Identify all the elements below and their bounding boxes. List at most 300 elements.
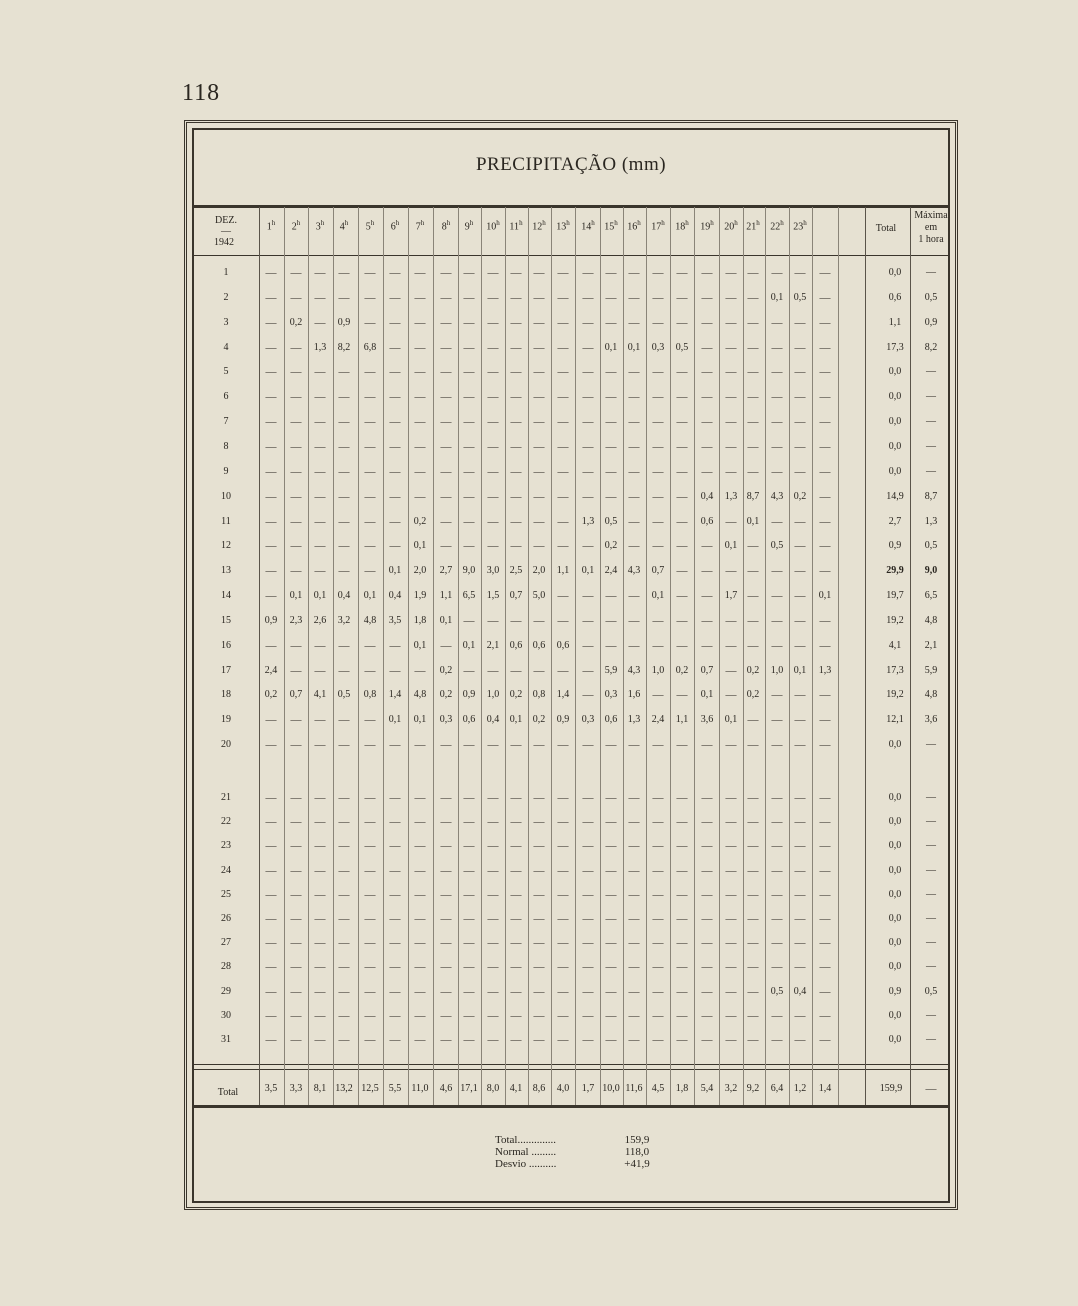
data-cell: — [533, 490, 545, 503]
data-cell: — [701, 465, 713, 478]
totals-cell: 11,0 [411, 1083, 429, 1094]
data-cell: — [510, 937, 522, 950]
data-cell: — [364, 540, 376, 553]
data-cell: — [771, 440, 783, 453]
data-cell: — [463, 440, 475, 453]
data-cell: 0,4 [486, 714, 500, 726]
row-total: 17,3 [886, 341, 904, 353]
data-cell: — [819, 1034, 831, 1046]
data-cell: — [557, 316, 569, 329]
data-cell: — [314, 515, 326, 528]
data-cell: — [440, 913, 452, 925]
data-cell: — [628, 864, 640, 877]
data-cell: — [463, 888, 475, 901]
row-total: 1,1 [888, 316, 902, 328]
data-cell: — [557, 961, 569, 974]
data-cell: 2,0 [413, 565, 427, 577]
row-total: 0,0 [888, 937, 902, 949]
data-cell: — [652, 515, 664, 528]
data-cell: — [290, 864, 302, 877]
data-cell: — [440, 341, 452, 354]
data-cell: 1,1 [439, 590, 453, 602]
data-cell: 0,5 [770, 540, 784, 552]
data-cell: — [582, 689, 594, 702]
data-cell: — [819, 792, 831, 804]
data-cell: 0,7 [509, 590, 523, 602]
data-cell: — [314, 985, 326, 998]
hour-number: 12 [532, 221, 543, 233]
data-cell: — [533, 961, 545, 974]
data-cell: 2,6 [313, 614, 327, 626]
row-total: 0,0 [888, 961, 902, 973]
data-cell: — [557, 515, 569, 528]
data-cell: — [440, 1034, 452, 1046]
data-cell: — [364, 1009, 376, 1022]
data-cell: — [557, 391, 569, 404]
data-cell: — [747, 341, 759, 354]
data-cell: — [338, 1009, 350, 1022]
data-cell: — [533, 913, 545, 925]
data-cell: — [533, 440, 545, 453]
data-cell: — [338, 565, 350, 578]
data-cell: — [440, 961, 452, 974]
hour-number: 11 [509, 221, 520, 233]
data-cell: — [628, 614, 640, 627]
data-cell: — [265, 590, 277, 603]
data-cell: — [652, 465, 664, 478]
data-cell: 0,1 [509, 714, 523, 726]
data-cell: — [676, 416, 688, 429]
data-cell: — [557, 465, 569, 478]
data-cell: — [557, 490, 569, 503]
data-cell: — [557, 440, 569, 453]
data-cell: — [701, 937, 713, 950]
data-cell: — [265, 1034, 277, 1046]
page-number: 118 [182, 80, 221, 106]
data-cell: — [794, 416, 806, 429]
data-cell: — [725, 341, 737, 354]
hour-number: 13 [556, 221, 567, 233]
data-cell: — [487, 816, 499, 829]
data-cell: 0,1 [363, 590, 377, 602]
hour-number: 23 [793, 221, 804, 233]
data-cell: — [725, 792, 737, 804]
data-cell: — [440, 792, 452, 804]
data-cell: — [794, 316, 806, 329]
data-cell: 0,1 [413, 540, 427, 552]
data-cell: — [557, 366, 569, 379]
row-max: 0,5 [924, 985, 938, 997]
data-cell: — [265, 267, 277, 279]
data-cell: 0,1 [313, 590, 327, 602]
data-cell: — [725, 515, 737, 528]
data-cell: 0,3 [604, 689, 618, 701]
data-cell: — [701, 614, 713, 627]
data-cell: — [819, 985, 831, 998]
data-cell: — [701, 1009, 713, 1022]
data-cell: — [364, 316, 376, 329]
data-cell: — [510, 985, 522, 998]
row-max: 2,1 [924, 639, 938, 651]
data-cell: 1,6 [627, 689, 641, 701]
data-cell: 0,4 [337, 590, 351, 602]
data-cell: — [389, 316, 401, 329]
row-total: 0,0 [888, 391, 902, 403]
hour-suffix: h [756, 219, 760, 227]
data-cell: — [628, 540, 640, 553]
data-cell: 1,3 [724, 490, 738, 502]
row-max: — [926, 739, 936, 751]
data-cell: — [338, 540, 350, 553]
data-cell: — [389, 816, 401, 829]
data-cell: — [819, 639, 831, 652]
data-cell: — [533, 391, 545, 404]
data-cell: — [557, 792, 569, 804]
data-cell: — [338, 913, 350, 925]
header-month: DEZ. [215, 215, 237, 226]
data-cell: 3,6 [700, 714, 714, 726]
data-cell: — [771, 888, 783, 901]
data-cell: — [676, 840, 688, 853]
data-cell: — [510, 267, 522, 279]
row-total: 0,0 [888, 416, 902, 428]
totals-cell: 1,7 [581, 1083, 595, 1094]
data-cell: — [463, 540, 475, 553]
data-cell: — [414, 792, 426, 804]
data-cell: — [676, 515, 688, 528]
data-cell: — [652, 888, 664, 901]
data-cell: — [510, 465, 522, 478]
data-cell: — [652, 540, 664, 553]
data-cell: — [676, 937, 688, 950]
data-cell: — [463, 316, 475, 329]
data-cell: — [725, 816, 737, 829]
row-max: — [926, 840, 936, 852]
header-hour-3 [308, 217, 332, 233]
data-cell: — [463, 792, 475, 804]
data-cell: — [510, 366, 522, 379]
totals-cell: 5,4 [700, 1083, 714, 1094]
row-max: 0,9 [924, 316, 938, 328]
data-cell: — [487, 792, 499, 804]
row-max: 8,7 [924, 490, 938, 502]
row-total: 0,0 [888, 267, 902, 278]
row-total: 17,3 [886, 664, 904, 676]
data-cell: — [725, 639, 737, 652]
data-cell: — [510, 540, 522, 553]
data-cell: — [487, 465, 499, 478]
totals-cell: 8,1 [313, 1083, 327, 1094]
data-cell: — [265, 739, 277, 752]
data-cell: — [652, 316, 664, 329]
data-cell: 0,1 [388, 565, 402, 577]
data-cell: — [463, 515, 475, 528]
hour-number: 18 [675, 221, 686, 233]
row-max: — [926, 888, 936, 900]
header-hour-1 [259, 217, 283, 233]
data-cell: — [510, 816, 522, 829]
data-cell: — [314, 565, 326, 578]
data-cell: 0,2 [439, 689, 453, 701]
data-cell: — [463, 416, 475, 429]
data-cell: — [725, 565, 737, 578]
data-cell: — [414, 816, 426, 829]
data-cell: 1,1 [556, 565, 570, 577]
data-cell: — [771, 937, 783, 950]
row-day: 18 [221, 689, 231, 701]
row-max: 0,5 [924, 540, 938, 552]
data-cell: — [771, 1009, 783, 1022]
data-cell: — [364, 1034, 376, 1046]
data-cell: — [747, 565, 759, 578]
summary-value: +41,9 [624, 1158, 650, 1170]
data-cell: — [265, 366, 277, 379]
data-cell: — [265, 792, 277, 804]
data-cell: — [676, 888, 688, 901]
data-cell: — [290, 714, 302, 727]
row-day: 12 [221, 540, 231, 552]
data-cell: — [389, 416, 401, 429]
data-cell: — [364, 864, 376, 877]
data-cell: — [747, 985, 759, 998]
data-cell: — [676, 961, 688, 974]
summary-row [495, 1146, 667, 1158]
data-cell: — [487, 664, 499, 677]
data-cell: — [605, 639, 617, 652]
row-day: 29 [221, 985, 231, 997]
data-cell: 0,2 [793, 490, 807, 502]
summary-label: Desvio .......... [495, 1158, 557, 1170]
data-cell: 0,5 [604, 515, 618, 527]
data-cell: — [725, 937, 737, 950]
row-total: 0,0 [888, 1009, 902, 1021]
data-cell: — [794, 515, 806, 528]
row-total: 0,6 [888, 291, 902, 303]
data-cell: — [557, 816, 569, 829]
data-cell: 1,0 [486, 689, 500, 701]
data-cell: 0,1 [627, 341, 641, 353]
data-cell: — [747, 540, 759, 553]
data-cell: — [338, 490, 350, 503]
data-cell: — [463, 490, 475, 503]
data-cell: — [771, 639, 783, 652]
data-cell: — [605, 739, 617, 752]
data-cell: — [794, 366, 806, 379]
data-cell: — [628, 267, 640, 279]
data-cell: — [676, 440, 688, 453]
data-cell: — [701, 888, 713, 901]
data-cell: — [389, 739, 401, 752]
row-total: 29,9 [886, 565, 904, 577]
data-cell: — [819, 465, 831, 478]
data-cell: 1,3 [313, 341, 327, 353]
row-total: 0,0 [888, 366, 902, 378]
header-hour-14 [576, 217, 600, 233]
data-cell: — [414, 391, 426, 404]
data-cell: — [676, 465, 688, 478]
row-max: — [926, 816, 936, 828]
data-cell: — [487, 416, 499, 429]
data-cell: — [364, 913, 376, 925]
data-cell: — [487, 888, 499, 901]
data-cell: — [725, 267, 737, 279]
data-cell: — [533, 341, 545, 354]
data-cell: — [557, 291, 569, 304]
data-cell: — [440, 515, 452, 528]
header-divider [192, 255, 950, 256]
data-cell: 0,5 [675, 341, 689, 353]
data-cell: — [338, 366, 350, 379]
data-cell: — [794, 590, 806, 603]
data-cell: — [557, 840, 569, 853]
data-cell: — [701, 540, 713, 553]
data-cell: — [487, 1009, 499, 1022]
data-cell: 0,9 [264, 614, 278, 626]
data-cell: 0,1 [413, 714, 427, 726]
data-cell: — [463, 664, 475, 677]
data-cell: — [510, 1034, 522, 1046]
data-cell: — [676, 391, 688, 404]
row-total: 0,0 [888, 816, 902, 828]
data-cell: — [819, 366, 831, 379]
data-cell: — [819, 391, 831, 404]
hour-suffix: h [566, 219, 570, 227]
data-cell: — [290, 739, 302, 752]
data-cell: — [676, 540, 688, 553]
data-cell: — [701, 316, 713, 329]
data-cell: 1,5 [486, 590, 500, 602]
data-cell: — [364, 714, 376, 727]
data-cell: — [819, 937, 831, 950]
data-cell: — [338, 639, 350, 652]
data-cell: 1,0 [651, 664, 665, 676]
data-cell: — [582, 913, 594, 925]
hour-suffix: h [685, 219, 689, 227]
data-cell: — [463, 840, 475, 853]
data-cell: — [628, 961, 640, 974]
data-cell: — [582, 985, 594, 998]
hour-suffix: h [803, 219, 807, 227]
data-cell: — [314, 840, 326, 853]
data-cell: 0,3 [439, 714, 453, 726]
data-cell: — [265, 714, 277, 727]
data-cell: 0,7 [651, 565, 665, 577]
hour-suffix: h [710, 219, 714, 227]
hour-suffix: h [469, 219, 474, 227]
data-cell: — [290, 1009, 302, 1022]
data-cell: — [487, 291, 499, 304]
data-cell: — [364, 565, 376, 578]
data-cell: — [463, 291, 475, 304]
data-cell: — [819, 913, 831, 925]
header-hour-20 [719, 217, 743, 233]
data-cell: — [605, 490, 617, 503]
data-cell: — [701, 816, 713, 829]
data-cell: — [725, 1034, 737, 1046]
data-cell: — [819, 267, 831, 279]
totals-cell: 4,1 [509, 1083, 523, 1094]
data-cell: — [701, 590, 713, 603]
row-total: 0,0 [888, 864, 902, 876]
data-cell: — [652, 739, 664, 752]
hour-number: 6 [390, 221, 396, 233]
header-hour-8 [434, 217, 458, 233]
data-cell: — [389, 1034, 401, 1046]
data-cell: — [463, 366, 475, 379]
data-cell: 2,4 [264, 664, 278, 676]
hour-number: 22 [770, 221, 781, 233]
data-cell: — [794, 267, 806, 279]
data-cell: — [701, 366, 713, 379]
data-cell: — [364, 816, 376, 829]
data-cell: — [389, 840, 401, 853]
data-cell: — [771, 515, 783, 528]
hour-number: 1 [266, 221, 272, 233]
data-cell: — [794, 888, 806, 901]
data-cell: 0,7 [289, 689, 303, 701]
row-total: 14,9 [886, 490, 904, 502]
data-cell: — [628, 739, 640, 752]
hour-suffix: h [446, 219, 451, 227]
data-cell: — [389, 391, 401, 404]
data-cell: 0,9 [556, 714, 570, 726]
hour-suffix: h [370, 219, 375, 227]
data-cell: — [510, 316, 522, 329]
totals-total: 159,9 [879, 1083, 903, 1094]
data-cell: — [771, 565, 783, 578]
data-cell: 1,7 [724, 590, 738, 602]
data-cell: — [819, 739, 831, 752]
data-cell: — [487, 913, 499, 925]
data-cell: — [794, 739, 806, 752]
data-cell: — [794, 913, 806, 925]
data-cell: — [414, 1034, 426, 1046]
data-cell: — [487, 614, 499, 627]
row-day: 14 [221, 590, 231, 602]
data-cell: — [582, 1034, 594, 1046]
data-cell: — [510, 416, 522, 429]
data-cell: — [487, 864, 499, 877]
data-cell: — [628, 515, 640, 528]
header-year: 1942 [214, 237, 234, 248]
data-cell: — [338, 515, 350, 528]
data-cell: — [582, 490, 594, 503]
header-hour-4 [332, 217, 356, 233]
row-max: — [926, 440, 936, 452]
data-cell: — [725, 416, 737, 429]
data-cell: — [701, 416, 713, 429]
data-cell: — [265, 490, 277, 503]
data-cell: — [747, 816, 759, 829]
data-cell: — [265, 515, 277, 528]
data-cell: 8,2 [337, 341, 351, 353]
data-cell: — [510, 614, 522, 627]
header-max-line1: Máxima [914, 210, 948, 221]
data-cell: — [389, 639, 401, 652]
data-cell: — [314, 316, 326, 329]
data-cell: — [676, 291, 688, 304]
data-cell: — [338, 465, 350, 478]
data-cell: — [794, 1009, 806, 1022]
data-cell: — [364, 391, 376, 404]
data-cell: — [676, 1034, 688, 1046]
data-cell: — [389, 341, 401, 354]
data-cell: 0,1 [388, 714, 402, 726]
data-cell: — [819, 316, 831, 329]
data-cell: — [676, 366, 688, 379]
column-rule [865, 207, 866, 1105]
data-cell: 1,1 [675, 714, 689, 726]
